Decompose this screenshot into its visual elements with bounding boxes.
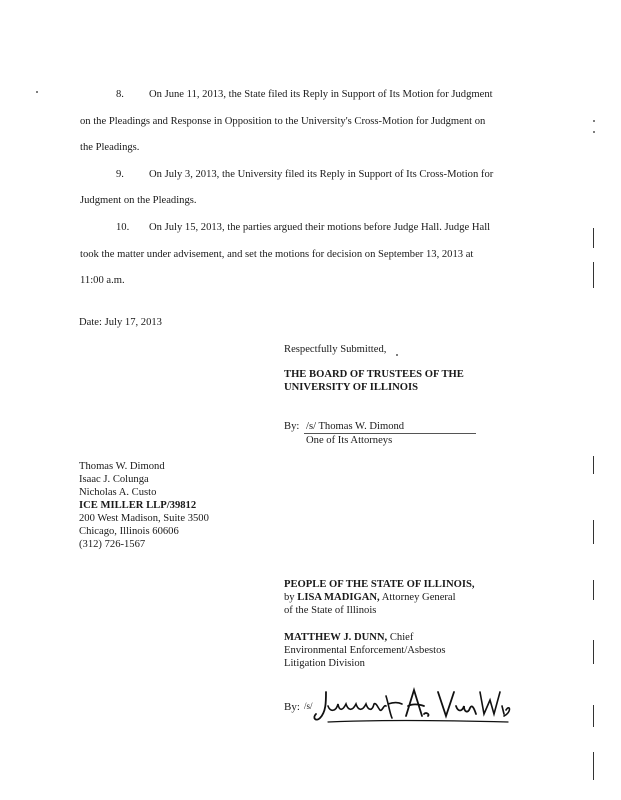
division-line-2: Litigation Division bbox=[284, 658, 365, 669]
firm-address-2: Chicago, Illinois 60606 bbox=[79, 526, 179, 537]
paragraph-8-number: 8. bbox=[116, 89, 124, 100]
firm-name: ICE MILLER LLP/39812 bbox=[79, 500, 197, 511]
scan-dot bbox=[593, 131, 595, 133]
paragraph-9-line-2: Judgment on the Pleadings. bbox=[80, 195, 197, 206]
firm-address-1: 200 West Madison, Suite 3500 bbox=[79, 513, 209, 524]
chief-line bbox=[284, 633, 413, 644]
chief-name: MATTHEW J. DUNN, bbox=[284, 632, 388, 643]
scan-mark bbox=[593, 705, 594, 727]
signature-role: One of Its Attorneys bbox=[306, 435, 393, 446]
signature-line bbox=[304, 433, 476, 434]
scan-mark bbox=[593, 580, 594, 600]
scan-mark bbox=[593, 228, 594, 248]
state-sig-prefix: /s/ bbox=[304, 701, 313, 711]
counsel-name-1: Thomas W. Dimond bbox=[79, 461, 165, 472]
party-name-line-1: THE BOARD OF TRUSTEES OF THE bbox=[284, 369, 464, 380]
state-of-illinois-line: of the State of Illinois bbox=[284, 605, 377, 616]
chief-title: Chief bbox=[387, 632, 414, 643]
electronic-signature: /s/ Thomas W. Dimond bbox=[306, 421, 405, 432]
scan-mark bbox=[593, 752, 594, 780]
paragraph-8-line-1: On June 11, 2013, the State filed its Reply in Support of Its Motion for Judgment bbox=[149, 89, 493, 100]
paragraph-9-number: 9. bbox=[116, 169, 124, 180]
scan-mark bbox=[593, 262, 594, 288]
division-line-1: Environmental Enforcement/Asbestos bbox=[284, 645, 446, 656]
date-line: Date: July 17, 2013 bbox=[79, 317, 162, 328]
scan-dot bbox=[396, 354, 398, 356]
scan-mark bbox=[593, 640, 594, 664]
party-name-line-2: UNIVERSITY OF ILLINOIS bbox=[284, 382, 419, 393]
counsel-name-2: Isaac J. Colunga bbox=[79, 474, 149, 485]
scan-dot bbox=[593, 120, 595, 122]
scan-mark bbox=[593, 520, 594, 544]
scan-mark bbox=[593, 456, 594, 474]
attorney-general-name: LISA MADIGAN, bbox=[297, 592, 380, 603]
by-label: By: bbox=[284, 421, 300, 432]
firm-phone: (312) 726-1567 bbox=[79, 539, 146, 550]
scan-dot bbox=[36, 91, 38, 93]
paragraph-10-line-3: 11:00 a.m. bbox=[80, 275, 125, 286]
handwritten-signature bbox=[312, 684, 512, 724]
attorney-general-line bbox=[284, 593, 456, 604]
paragraph-10-number: 10. bbox=[116, 222, 130, 233]
paragraph-10-line-2: took the matter under advisement, and set the motions for decision on September 13, 2013 at bbox=[80, 249, 474, 260]
state-party-name: PEOPLE OF THE STATE OF ILLINOIS, bbox=[284, 579, 475, 590]
by-prefix: by bbox=[284, 592, 298, 603]
paragraph-8-line-3: the Pleadings. bbox=[80, 142, 140, 153]
attorney-general-title: Attorney General bbox=[379, 592, 456, 603]
paragraph-9-line-1: On July 3, 2013, the University filed its Reply in Support of Its Cross-Motion for bbox=[149, 169, 494, 180]
paragraph-8-line-2: on the Pleadings and Response in Opposition to the University's Cross-Motion for Judgment on bbox=[80, 116, 486, 127]
paragraph-10-line-1: On July 15, 2013, the parties argued their motions before Judge Hall. Judge Hall bbox=[149, 222, 491, 233]
respectfully-submitted: Respectfully Submitted, bbox=[284, 344, 387, 355]
state-by-label: By: bbox=[284, 701, 300, 713]
counsel-name-3: Nicholas A. Custo bbox=[79, 487, 157, 498]
